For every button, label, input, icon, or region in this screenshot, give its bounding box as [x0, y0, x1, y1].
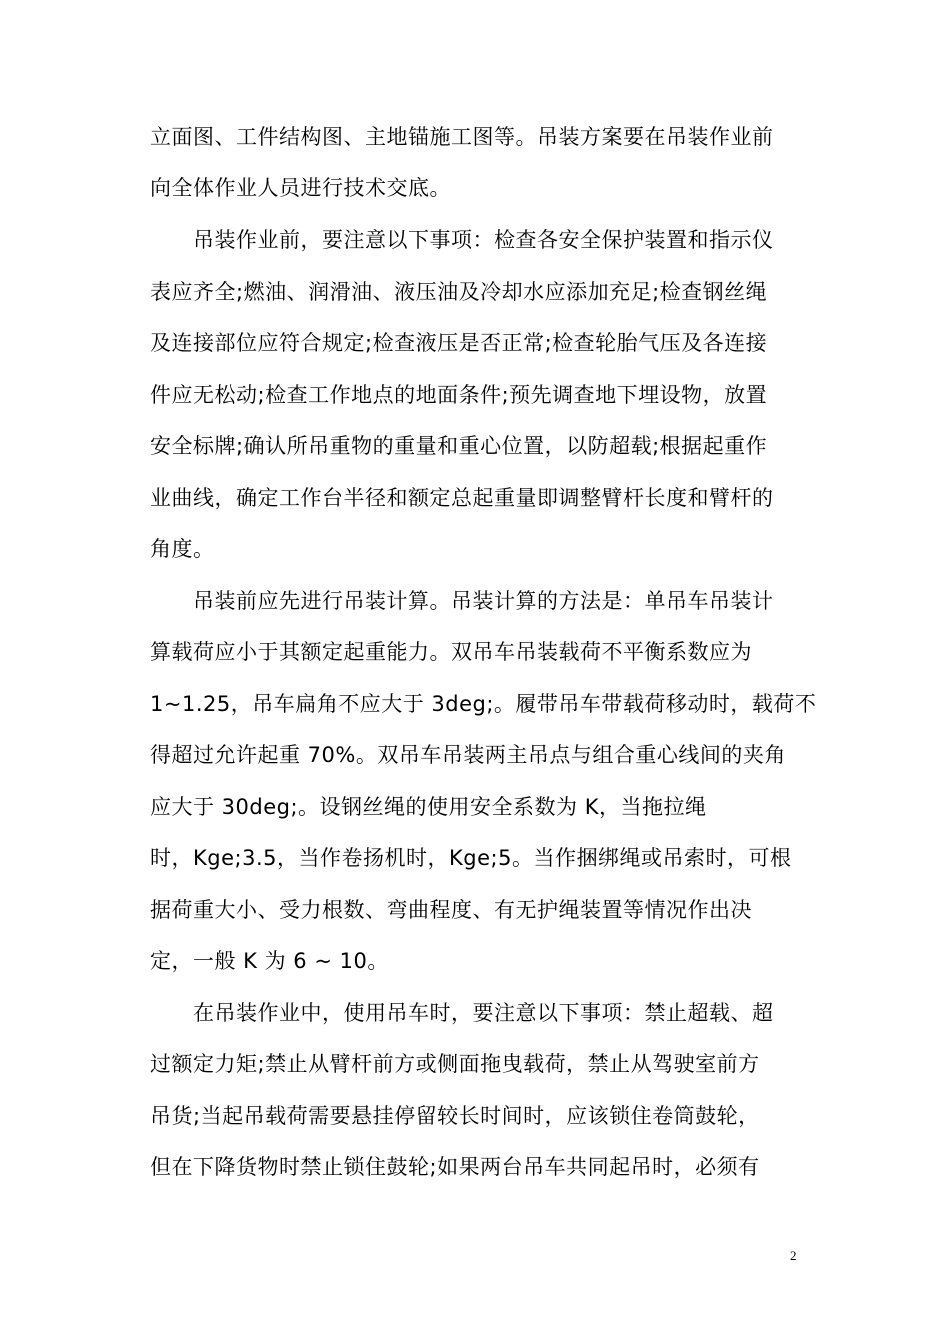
text-line: 时，Kge;3.5，当作卷扬机时，Kge;5。当作捆绑绳或吊索时，可根 — [150, 846, 792, 870]
text-line: 业曲线，确定工作台半径和额定总起重量即调整臂杆长度和臂杆的 — [150, 486, 774, 510]
text-line: 向全体作业人员进行技术交底。 — [150, 176, 451, 200]
paragraph-start-line: 吊装作业前，要注意以下事项：检查各安全保护装置和指示仪 — [193, 228, 774, 252]
paragraph-start-line: 吊装前应先进行吊装计算。吊装计算的方法是：单吊车吊装计 — [193, 589, 774, 613]
text-line: 表应齐全;燃油、润滑油、液压油及冷却水应添加充足;检查钢丝绳 — [150, 280, 768, 304]
text-line: 角度。 — [150, 537, 215, 561]
text-line: 定，一般 K 为 6 ~ 10。 — [150, 949, 389, 973]
text-line: 但在下降货物时禁止锁住鼓轮;如果两台吊车共同起吊时，必须有 — [150, 1155, 760, 1179]
text-line: 立面图、工件结构图、主地锚施工图等。吊装方案要在吊装作业前 — [150, 125, 774, 149]
text-line: 得超过允许起重 70%。双吊车吊装两主吊点与组合重心线间的夹角 — [150, 743, 786, 767]
text-line: 件应无松动;检查工作地点的地面条件;预先调查地下埋设物，放置 — [150, 383, 768, 407]
text-line: 算载荷应小于其额定起重能力。双吊车吊装载荷不平衡系数应为 — [150, 640, 752, 664]
text-line: 吊货;当起吊载荷需要悬挂停留较长时间时，应该锁住卷筒鼓轮， — [150, 1104, 760, 1128]
text-line: 应大于 30deg;。设钢丝绳的使用安全系数为 K，当拖拉绳 — [150, 795, 707, 819]
text-line: 过额定力矩;禁止从臂杆前方或侧面拖曳载荷，禁止从驾驶室前方 — [150, 1052, 760, 1076]
text-line: 据荷重大小、受力根数、弯曲程度、有无护绳装置等情况作出决 — [150, 898, 752, 922]
text-line: 安全标牌;确认所吊重物的重量和重心位置，以防超载;根据起重作 — [150, 434, 768, 458]
text-line: 1~1.25，吊车扁角不应大于 3deg;。履带吊车带载荷移动时，载荷不 — [150, 692, 817, 716]
paragraph-start-line: 在吊装作业中，使用吊车时，要注意以下事项：禁止超载、超 — [193, 1001, 774, 1025]
page-number: 2 — [790, 1248, 797, 1263]
text-line: 及连接部位应符合规定;检查液压是否正常;检查轮胎气压及各连接 — [150, 331, 768, 355]
